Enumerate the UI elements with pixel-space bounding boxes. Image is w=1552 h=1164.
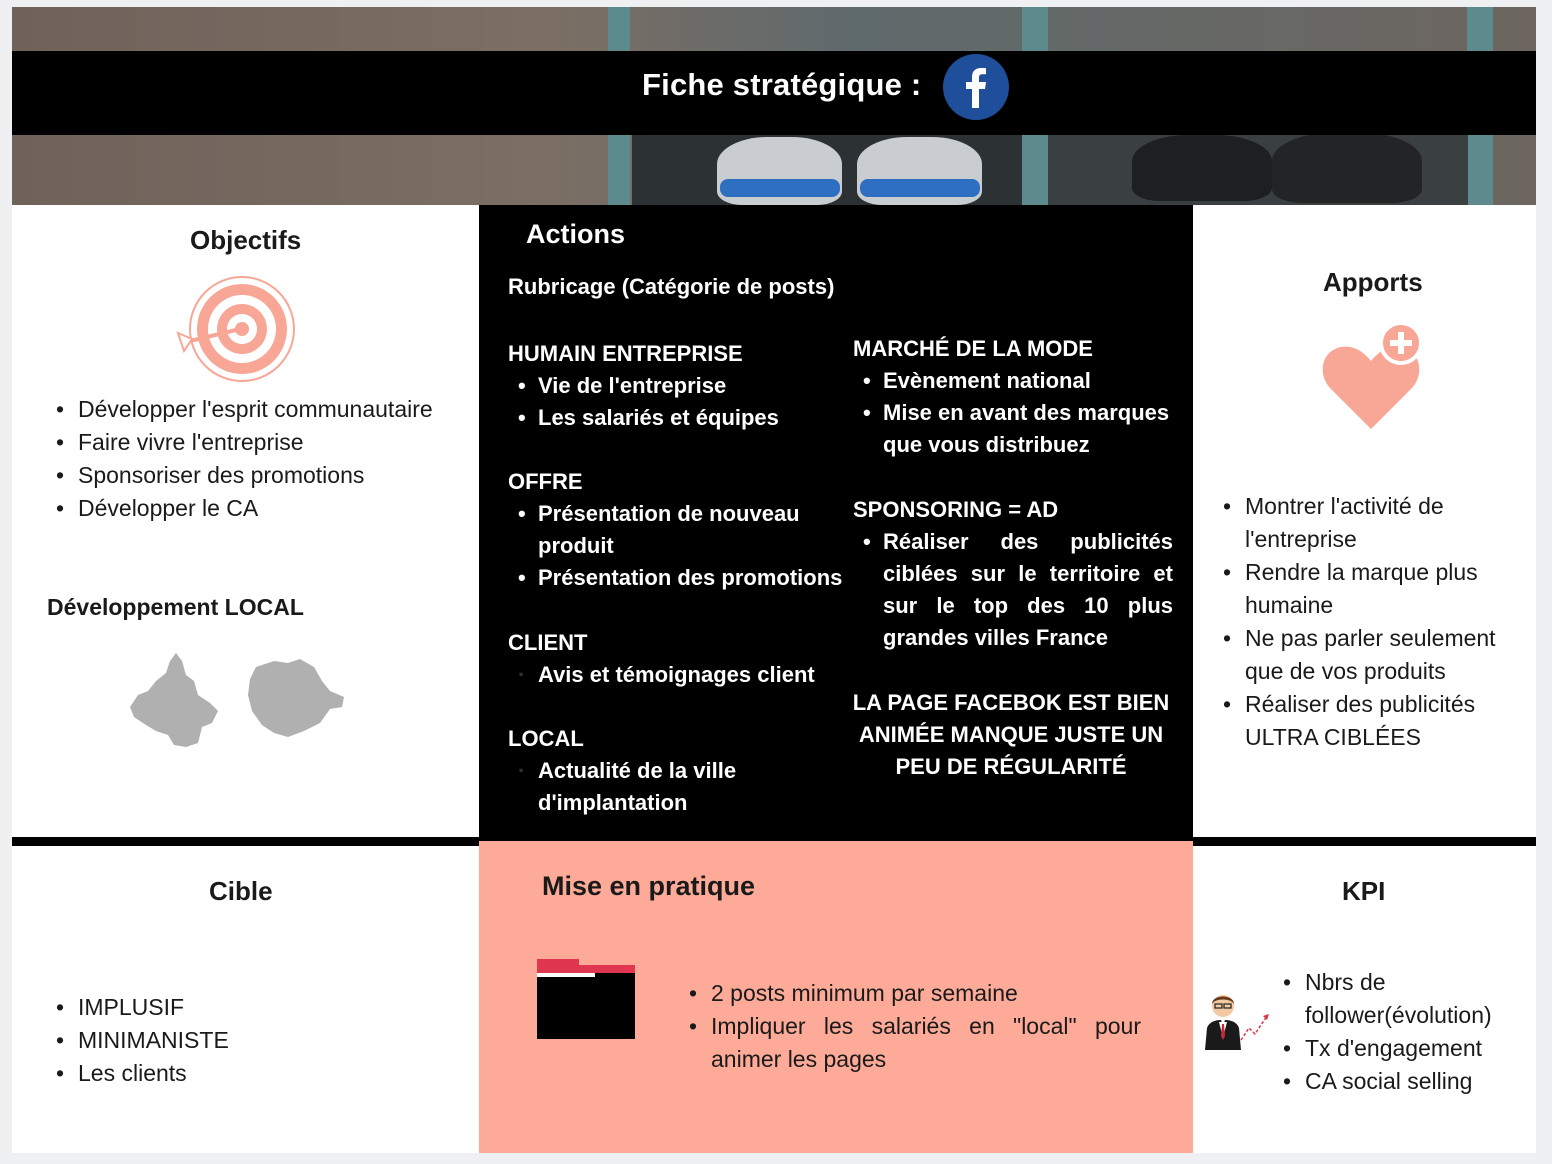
list-item: • Evènement national (853, 365, 1173, 397)
objectifs-list (48, 393, 433, 525)
list-item: • Réaliser des publicités ciblées sur le territoire et sur le top des 10 plus grandes villes France (853, 526, 1173, 654)
local-development-title: Développement LOCAL (47, 594, 304, 620)
actions-subtitle: Rubricage (Catégorie de posts) (508, 274, 835, 299)
list-item: • 2 posts minimum par semaine (681, 977, 1141, 1010)
list-item: • Montrer l'activité de l'entreprise (1215, 490, 1515, 556)
list-item: · Avis et témoignages client (508, 659, 838, 691)
actions-title: Actions (526, 219, 626, 249)
list-item: • Sponsoriser des promotions (48, 459, 433, 492)
kpi-title: KPI (1342, 876, 1386, 906)
heart-plus-icon (1319, 321, 1431, 438)
folder-icon (537, 959, 637, 1048)
businessman-chart-icon (1201, 988, 1271, 1055)
list-item: • Développer l'esprit communautaire (48, 393, 433, 426)
region-map-icon (128, 651, 222, 756)
apports-section (1193, 205, 1536, 837)
region-map-icon (244, 657, 348, 748)
list-item: • Réaliser des publicités ULTRA CIBLÉES (1215, 688, 1515, 754)
list-item: · Actualité de la ville d'implantation (508, 755, 748, 819)
section-divider (1193, 837, 1536, 846)
list-item: • Tx d'engagement (1275, 1032, 1515, 1065)
list-item: • IMPLUSIF (48, 991, 229, 1024)
objectifs-section (12, 205, 479, 837)
kpi-list (1275, 966, 1515, 1098)
list-item: • Mise en avant des marques que vous distribuez (853, 397, 1173, 461)
list-item: • CA social selling (1275, 1065, 1515, 1098)
list-item: • Développer le CA (48, 492, 433, 525)
mise-en-pratique-section (479, 841, 1193, 1153)
list-item: • Ne pas parler seulement que de vos produits (1215, 622, 1515, 688)
kpi-section (1193, 846, 1536, 1153)
list-item: • Les salariés et équipes (508, 402, 838, 434)
apports-list (1215, 490, 1515, 754)
category-sponsoring: SPONSORING = AD • Réaliser des publicités ciblées sur le territoire et sur le top des 10 plus grandes villes France (853, 494, 1173, 654)
cible-list (48, 991, 229, 1090)
category-client: CLIENT · Avis et témoignages client (508, 627, 838, 691)
category-marche-mode: MARCHÉ DE LA MODE • Evènement national • Mise en avant des marques que vous distribuez (853, 333, 1173, 461)
list-item: • Les clients (48, 1057, 229, 1090)
list-item: • Présentation des promotions (508, 562, 853, 594)
target-icon (174, 273, 298, 390)
cible-section (12, 846, 479, 1153)
apports-title: Apports (1323, 267, 1423, 297)
actions-note: LA PAGE FACEBOK EST BIEN ANIMÉE MANQUE JUSTE UN PEU DE RÉGULARITÉ (852, 690, 1170, 779)
list-item: • MINIMANISTE (48, 1024, 229, 1057)
facebook-icon (943, 54, 1009, 120)
list-item: • Impliquer les salariés en "local" pour animer les pages (681, 1010, 1141, 1076)
cible-title: Cible (209, 876, 273, 906)
list-item: • Vie de l'entreprise (508, 370, 838, 402)
strategy-sheet (12, 7, 1536, 1153)
mise-en-pratique-title: Mise en pratique (542, 871, 756, 901)
category-local: LOCAL · Actualité de la ville d'implantation (508, 723, 808, 819)
list-item: • Nbrs de follower(évolution) (1275, 966, 1515, 1032)
list-item: • Présentation de nouveau produit (508, 498, 808, 562)
mise-en-pratique-list (681, 977, 1141, 1076)
list-item: • Rendre la marque plus humaine (1215, 556, 1515, 622)
actions-section (479, 205, 1193, 841)
section-divider (12, 837, 479, 846)
objectifs-title: Objectifs (190, 225, 302, 255)
category-offre: OFFRE • Présentation de nouveau produit • Présentation des promotions (508, 466, 853, 594)
list-item: • Faire vivre l'entreprise (48, 426, 433, 459)
header-banner (12, 7, 1536, 205)
page-title: Fiche stratégique : (642, 67, 922, 102)
category-humain: HUMAIN ENTREPRISE • Vie de l'entreprise • Les salariés et équipes (508, 338, 838, 434)
